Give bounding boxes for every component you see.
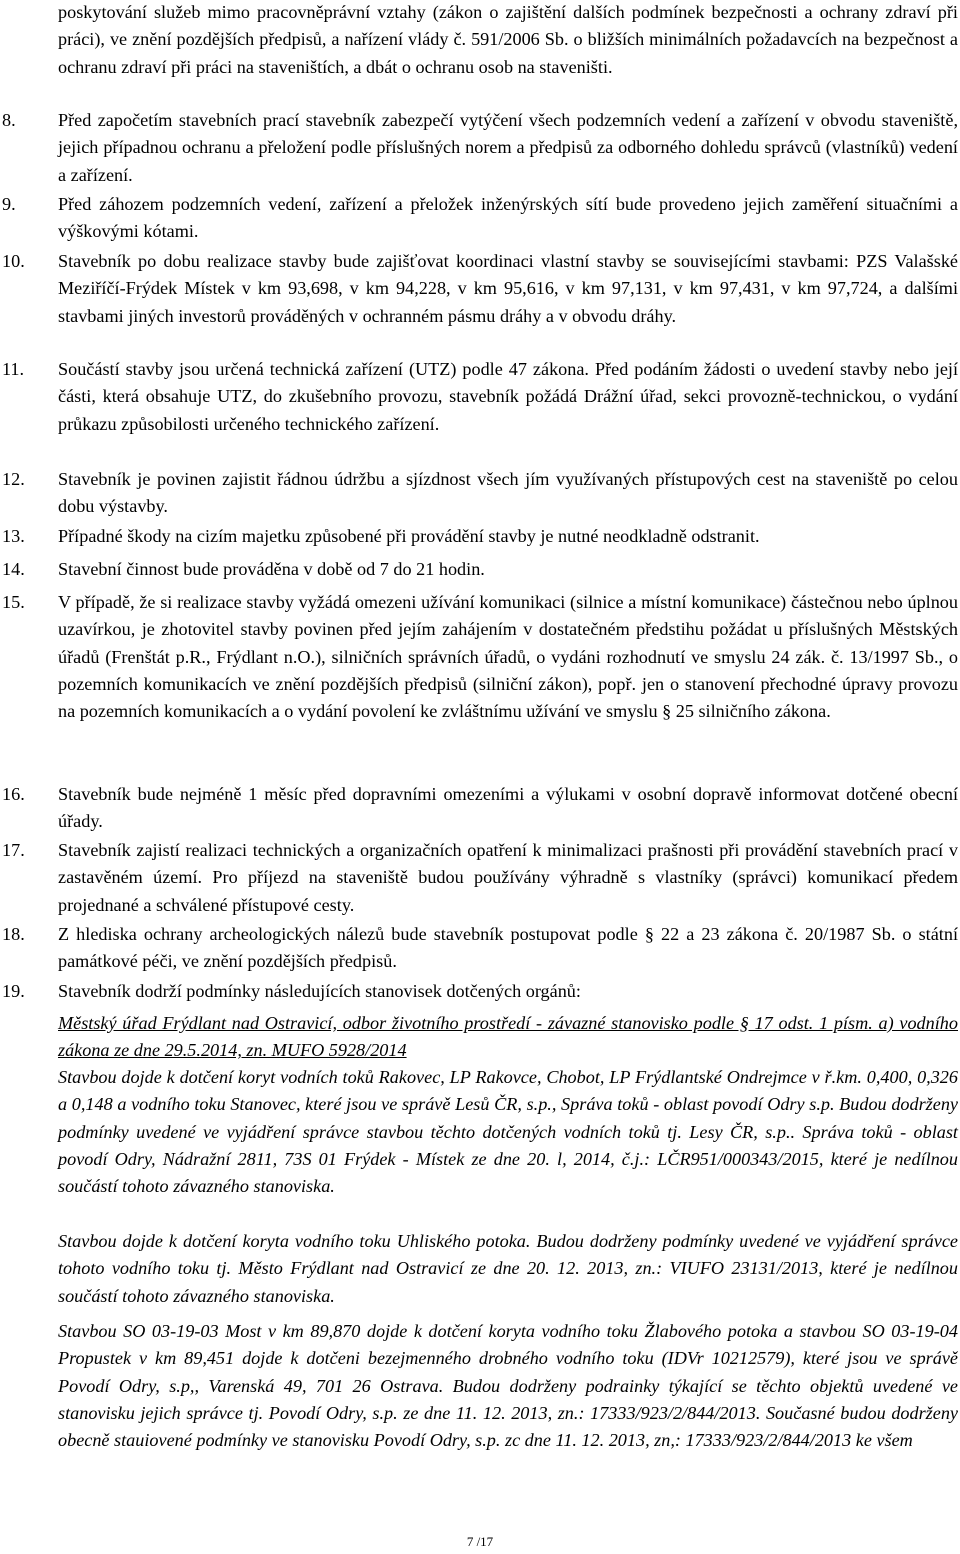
item-text: Stavebník po dobu realizace stavby bude zajišťovat koordinaci vlastní stavby se souvisejícími stavbami: PZS Valašské Meziříčí-Frýdek Místek v km 93,698, v km 94,228, v km 95,616, v km 97,131, v km 97,431, v km 97,724, a dalšími stavbami jiných investorů prováděných v ochranném pásmu dráhy a v obvodu dráhy.	[58, 251, 958, 326]
item-text: Stavební činnost bude prováděna v době od 7 do 21 hodin.	[58, 559, 485, 579]
item-text: Stavebník je povinen zajistit řádnou údržbu a sjízdnost všech jím využívaných přístupových cest na staveniště po celou dobu výstavby.	[58, 469, 958, 517]
item-number: 19.	[2, 981, 25, 1001]
intro-paragraph: poskytování služeb mimo pracovněprávní vztahy (zákon o zajištění dalších podmínek bezpečnosti a ochrany zdraví při práci), ve znění pozdějších předpisů, a nařízení vlády č. 591/2006 Sb. o bližších minimálních požadavcích na bezpečnost a ochranu zdraví při práci na staveništích, a dbát o ochranu osob na staveništi.	[58, 2, 958, 77]
item-text: V případě, že si realizace stavby vyžádá omezeni užívání komunikaci (silnice a místní komunikace) částečnou nebo úplnou uzavírkou, je zhotovitel stavby povinen před jejím zahájením v dostatečném předstihu požádat u příslušných Městských úřadů (Frenštát p.R., Frýdlant n.O.), silničních správních úřadů, o vydáni rozhodnutí ve smyslu 24 zák. č. 13/1997 Sb., o pozemních komunikacích ve znění pozdějších předpisů (silniční zákon), popř. jen o stanovení přechodné úpravy provozu na pozemních komunikacích a o vydání povolení ke zvláštnímu užívání ve smyslu § 25 silničního zákona.	[58, 592, 958, 722]
item-number: 14.	[2, 559, 25, 579]
item-text: Stavebník zajistí realizaci technických a organizačních opatření k minimalizaci prašnosti při provádění stavebních prací v zastavěném území. Pro příjezd na staveniště budou používány výhradně s vlastníky (správci) komunikací předem projednané a schválené přístupové cesty.	[58, 840, 958, 915]
item-number: 13.	[2, 526, 25, 546]
item-text: Z hlediska ochrany archeologických nálezů bude stavebník postupovat podle § 22 a 23 zákona č. 20/1987 Sb. o státní památkové péči, ve znění pozdějších předpisů.	[58, 924, 958, 972]
item-text: Stavebník dodrží podmínky následujících stanovisek dotčených orgánů:	[58, 981, 581, 1001]
item-number: 16.	[2, 784, 25, 804]
item-text: Součástí stavby jsou určená technická zařízení (UTZ) podle 47 zákona. Před podáním žádosti o uvedení stavby nebo její části, která obsahuje UTZ, do zkušebního provozu, stavebník požádá Drážní úřad, sekci provozně-technickou, o vydání průkazu způsobilosti určeného technického zařízení.	[58, 359, 958, 434]
item-text: Stavebník bude nejméně 1 měsíc před dopravními omezeními a výlukami v osobní dopravě informovat dotčené obecní úřady.	[58, 784, 958, 832]
item-number: 11.	[2, 359, 25, 379]
item-number: 9.	[2, 194, 16, 214]
item-text: Před započetím stavebních prací stavebník zabezpečí vytýčení všech podzemních vedení a zařízení v obvodu staveniště, jejich případnou ochranu a přeložení podle příslušných norem a předpisů za odborného dohledu správců (vlastníků) vedení a zařízení.	[58, 110, 958, 185]
item-number: 18.	[2, 924, 25, 944]
item-number: 15.	[2, 592, 25, 612]
permit-heading: Městský úřad Frýdlant nad Ostravicí, odbor životního prostředí - závazné stanovisko podle § 17 odst. 1 písm. a) vodního zákona ze dne 29.5.2014, zn. MUFO 5928/2014	[58, 1013, 958, 1061]
item-number: 17.	[2, 840, 25, 860]
page-number: 7 /17	[466, 1534, 494, 1549]
permit-paragraph-1: Stavbou dojde k dotčení koryt vodních toků Rakovec, LP Rakovce, Chobot, LP Frýdlantské Ondrejmce v ř.km. 0,400, 0,326 a 0,148 a vodního toku Stanovec, které jsou ve správě Lesů ČR, s.p., Správa toků - oblast povodí Odry s.p. Budou dodrženy podmínky uvedené ve vyjádření správce stavbou těchto dotčených vodních toků tj. Lesy ČR, s.p.. Správa toků - oblast povodí Odry, Nádražní 2811, 73S 01 Frýdek - Místek ze dne 20. l, 2014, č.j.: LČR951/000343/2015, které je nedílnou součástí tohoto závazného stanoviska.	[58, 1067, 958, 1197]
item-text: Případné škody na cizím majetku způsobené při provádění stavby je nutné neodkladně odstranit.	[58, 526, 760, 546]
item-text: Před záhozem podzemních vedení, zařízení a přeložek inženýrských sítí bude provedeno jejich zaměření situačními a výškovými kótami.	[58, 194, 958, 242]
item-number: 8.	[2, 110, 16, 130]
permit-paragraph-2: Stavbou dojde k dotčení koryta vodního toku Uhliského potoka. Budou dodrženy podmínky uvedené ve vyjádření správce tohoto vodního toku tj. Město Frýdlant nad Ostravicí ze dne 20. 12. 2013, zn.: VIUFO 23131/2013, které je nedílnou součástí tohoto závazného stanoviska.	[58, 1231, 958, 1306]
permit-paragraph-3: Stavbou SO 03-19-03 Most v km 89,870 dojde k dotčení koryta vodního toku Žlabového potoka a stavbou SO 03-19-04 Propustek v km 89,451 dojde k dotčeni bezejmenného drobného vodního toku (IDVr 10212579), které jsou ve správě Povodí Odry, s.p,, Varenská 49, 701 26 Ostrava. Budou dodrženy podrainky týkající se těchto objektů uvedené ve stanovisku jejich správce tj. Povodí Odry, s.p. ze dne 11. 12. 2013, zn.: 17333/923/2/844/2013. Současné budou dodrženy obecně stauiovené podmínky ve stanovisku Povodí Odry, s.p. zc dne 11. 12. 2013, zn,: 17333/923/2/844/2013 ke všem	[58, 1321, 958, 1451]
item-number: 12.	[2, 469, 25, 489]
item-number: 10.	[2, 251, 25, 271]
